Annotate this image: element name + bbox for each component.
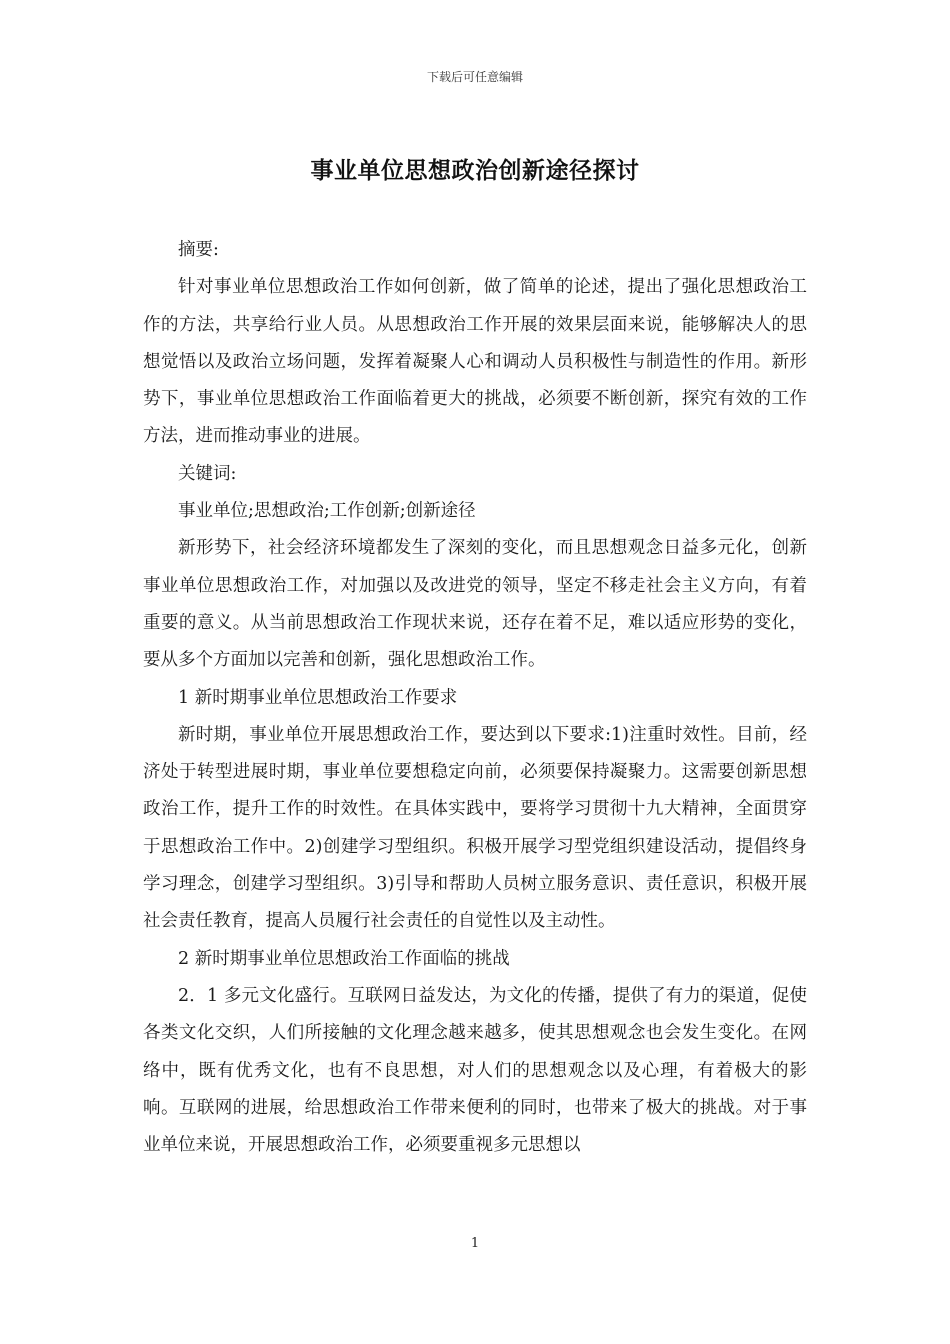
header-note: 下载后可任意编辑	[426, 70, 523, 84]
document-body	[143, 232, 807, 1164]
abstract-label: 摘要:	[178, 240, 219, 260]
section1-heading: 1 新时期事业单位思想政治工作要求	[178, 687, 458, 708]
keywords-list: 事业单位;思想政治;工作创新;创新途径	[178, 501, 476, 522]
intro-paragraph: 新形势下，社会经济环境都发生了深刻的变化，而且思想观念日益多元化，创新事业单位思想政治工作，对加强以及改进党的领导，坚定不移走社会主义方向，有着重要的意义。从当前思想政治工作现状来说，还存在着不足，难以适应形势的变化，要从多个方面加以完善和创新，强化思想政治工作。	[143, 538, 807, 671]
section2-paragraph: 2．1 多元文化盛行。互联网日益发达，为文化的传播，提供了有力的渠道，促使各类文化交织，人们所接触的文化理念越来越多，使其思想观念也会发生变化。在网络中，既有优秀文化，也有不良思想，对人们的思想观念以及心理，有着极大的影响。互联网的进展，给思想政治工作带来便利的同时，也带来了极大的挑战。对于事业单位来说，开展思想政治工作，必须要重视多元思想以	[143, 985, 807, 1156]
keywords-label: 关键词:	[178, 463, 237, 484]
document-title: 事业单位思想政治创新途径探讨	[310, 157, 640, 184]
abstract-paragraph: 针对事业单位思想政治工作如何创新，做了简单的论述，提出了强化思想政治工作的方法，共享给行业人员。从思想政治工作开展的效果层面来说，能够解决人的思想觉悟以及政治立场问题，发挥着凝聚人心和调动人员积极性与制造性的作用。新形势下，事业单位思想政治工作面临着更大的挑战，必须要不断创新，探究有效的工作方法，进而推动事业的进展。	[143, 277, 807, 447]
section2-heading: 2 新时期事业单位思想政治工作面临的挑战	[178, 948, 510, 969]
page-number: 1	[470, 1236, 480, 1251]
section1-paragraph: 新时期，事业单位开展思想政治工作，要达到以下要求:1)注重时效性。目前，经济处于转型进展时期，事业单位要想稳定向前，必须要保持凝聚力。这需要创新思想政治工作，提升工作的时效性。在具体实践中，要将学习贯彻十九大精神，全面贯穿于思想政治工作中。2)创建学习型组织。积极开展学习型党组织建设活动，提倡终身学习理念，创建学习型组织。3)引导和帮助人员树立服务意识、责任意识，积极开展社会责任教育，提高人员履行社会责任的自觉性以及主动性。	[143, 724, 807, 932]
